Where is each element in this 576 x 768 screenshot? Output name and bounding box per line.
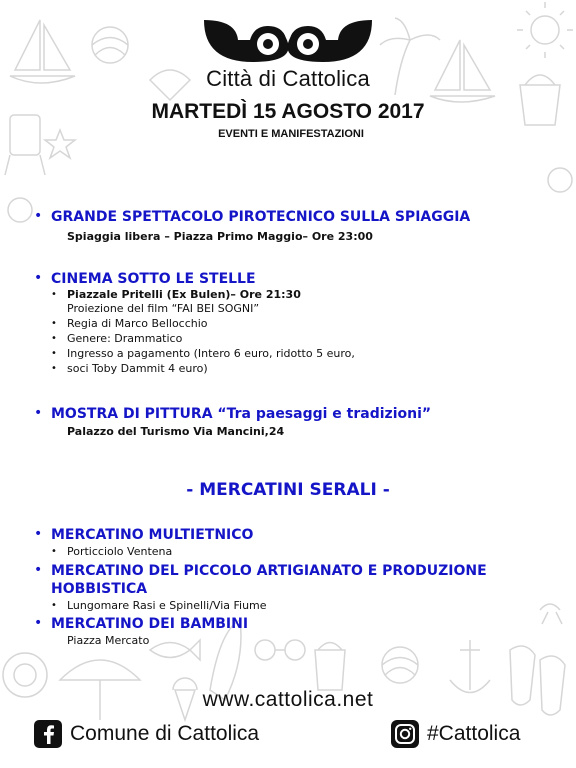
market-detail: Piazza Mercato	[67, 634, 150, 647]
instagram-link[interactable]	[391, 720, 520, 748]
event-detail: soci Toby Dammit 4 euro)	[67, 362, 208, 375]
market-detail: Porticciolo Ventena	[67, 545, 173, 558]
fish-doodle	[150, 640, 200, 660]
bullet-icon: •	[34, 526, 43, 542]
bullet-icon: •	[34, 615, 43, 631]
chair-leg-doodle	[5, 155, 45, 175]
market-title: MERCATINO MULTIETNICO	[51, 527, 254, 543]
crab-doodle	[540, 604, 562, 624]
bullet-icon: •	[34, 405, 43, 421]
logo-city-name: Città di Cattolica	[206, 66, 370, 91]
event-detail: Piazzale Pritelli (Ex Bulen)– Ore 21:30	[67, 288, 301, 301]
event-title: MOSTRA DI PITTURA “Tra paesaggi e tradizioni”	[51, 406, 432, 422]
event-title: CINEMA SOTTO LE STELLE	[51, 271, 256, 287]
bullet-icon: •	[51, 289, 57, 300]
city-logo	[0, 16, 576, 92]
anchor-doodle	[450, 640, 490, 693]
glasses-doodle	[255, 640, 305, 660]
market-title: MERCATINO DEI BAMBINI	[51, 616, 249, 632]
facebook-icon	[34, 720, 62, 748]
circle-doodle	[548, 168, 572, 192]
bullet-icon: •	[34, 270, 43, 286]
page-subtitle: EVENTI E MANIFESTAZIONI	[218, 128, 364, 140]
bullet-icon: •	[51, 348, 57, 359]
facebook-label: Comune di Cattolica	[70, 722, 260, 745]
bullet-icon: •	[51, 546, 57, 557]
website-link[interactable]: www.cattolica.net	[202, 688, 374, 711]
event-detail: Regia di Marco Bellocchio	[67, 317, 208, 330]
facebook-link[interactable]	[34, 720, 259, 748]
market-title: HOBBISTICA	[51, 581, 148, 597]
market-title: MERCATINO DEL PICCOLO ARTIGIANATO E PRODUZIONE	[51, 563, 487, 579]
bullet-icon: •	[34, 208, 43, 224]
event-title: GRANDE SPETTACOLO PIROTECNICO SULLA SPIAGGIA	[51, 209, 471, 225]
event-detail: Proiezione del film “FAI BEI SOGNI”	[67, 302, 260, 315]
event-detail: Ingresso a pagamento (Intero 6 euro, ridotto 5 euro,	[67, 347, 355, 360]
page-title: MARTEDÌ 15 AGOSTO 2017	[151, 100, 425, 123]
event-detail: Genere: Drammatico	[67, 332, 183, 345]
bullet-icon: •	[51, 363, 57, 374]
market-detail: Lungomare Rasi e Spinelli/Via Fiume	[67, 599, 267, 612]
bullet-icon: •	[51, 318, 57, 329]
bucket-doodle	[315, 643, 345, 691]
event-detail: Palazzo del Turismo Via Mancini,24	[67, 425, 285, 438]
event-detail: Spiaggia libera – Piazza Primo Maggio– Ore 23:00	[67, 230, 373, 243]
circle-doodle	[8, 198, 32, 222]
instagram-icon	[391, 720, 419, 748]
instagram-label: #Cattolica	[427, 722, 521, 745]
eyes-logo-icon	[198, 16, 378, 66]
bullet-icon: •	[51, 600, 57, 611]
ball-doodle	[382, 647, 418, 683]
bullet-icon: •	[34, 562, 43, 578]
bullet-icon: •	[51, 333, 57, 344]
markets-heading: - MERCATINI SERALI -	[186, 480, 390, 500]
